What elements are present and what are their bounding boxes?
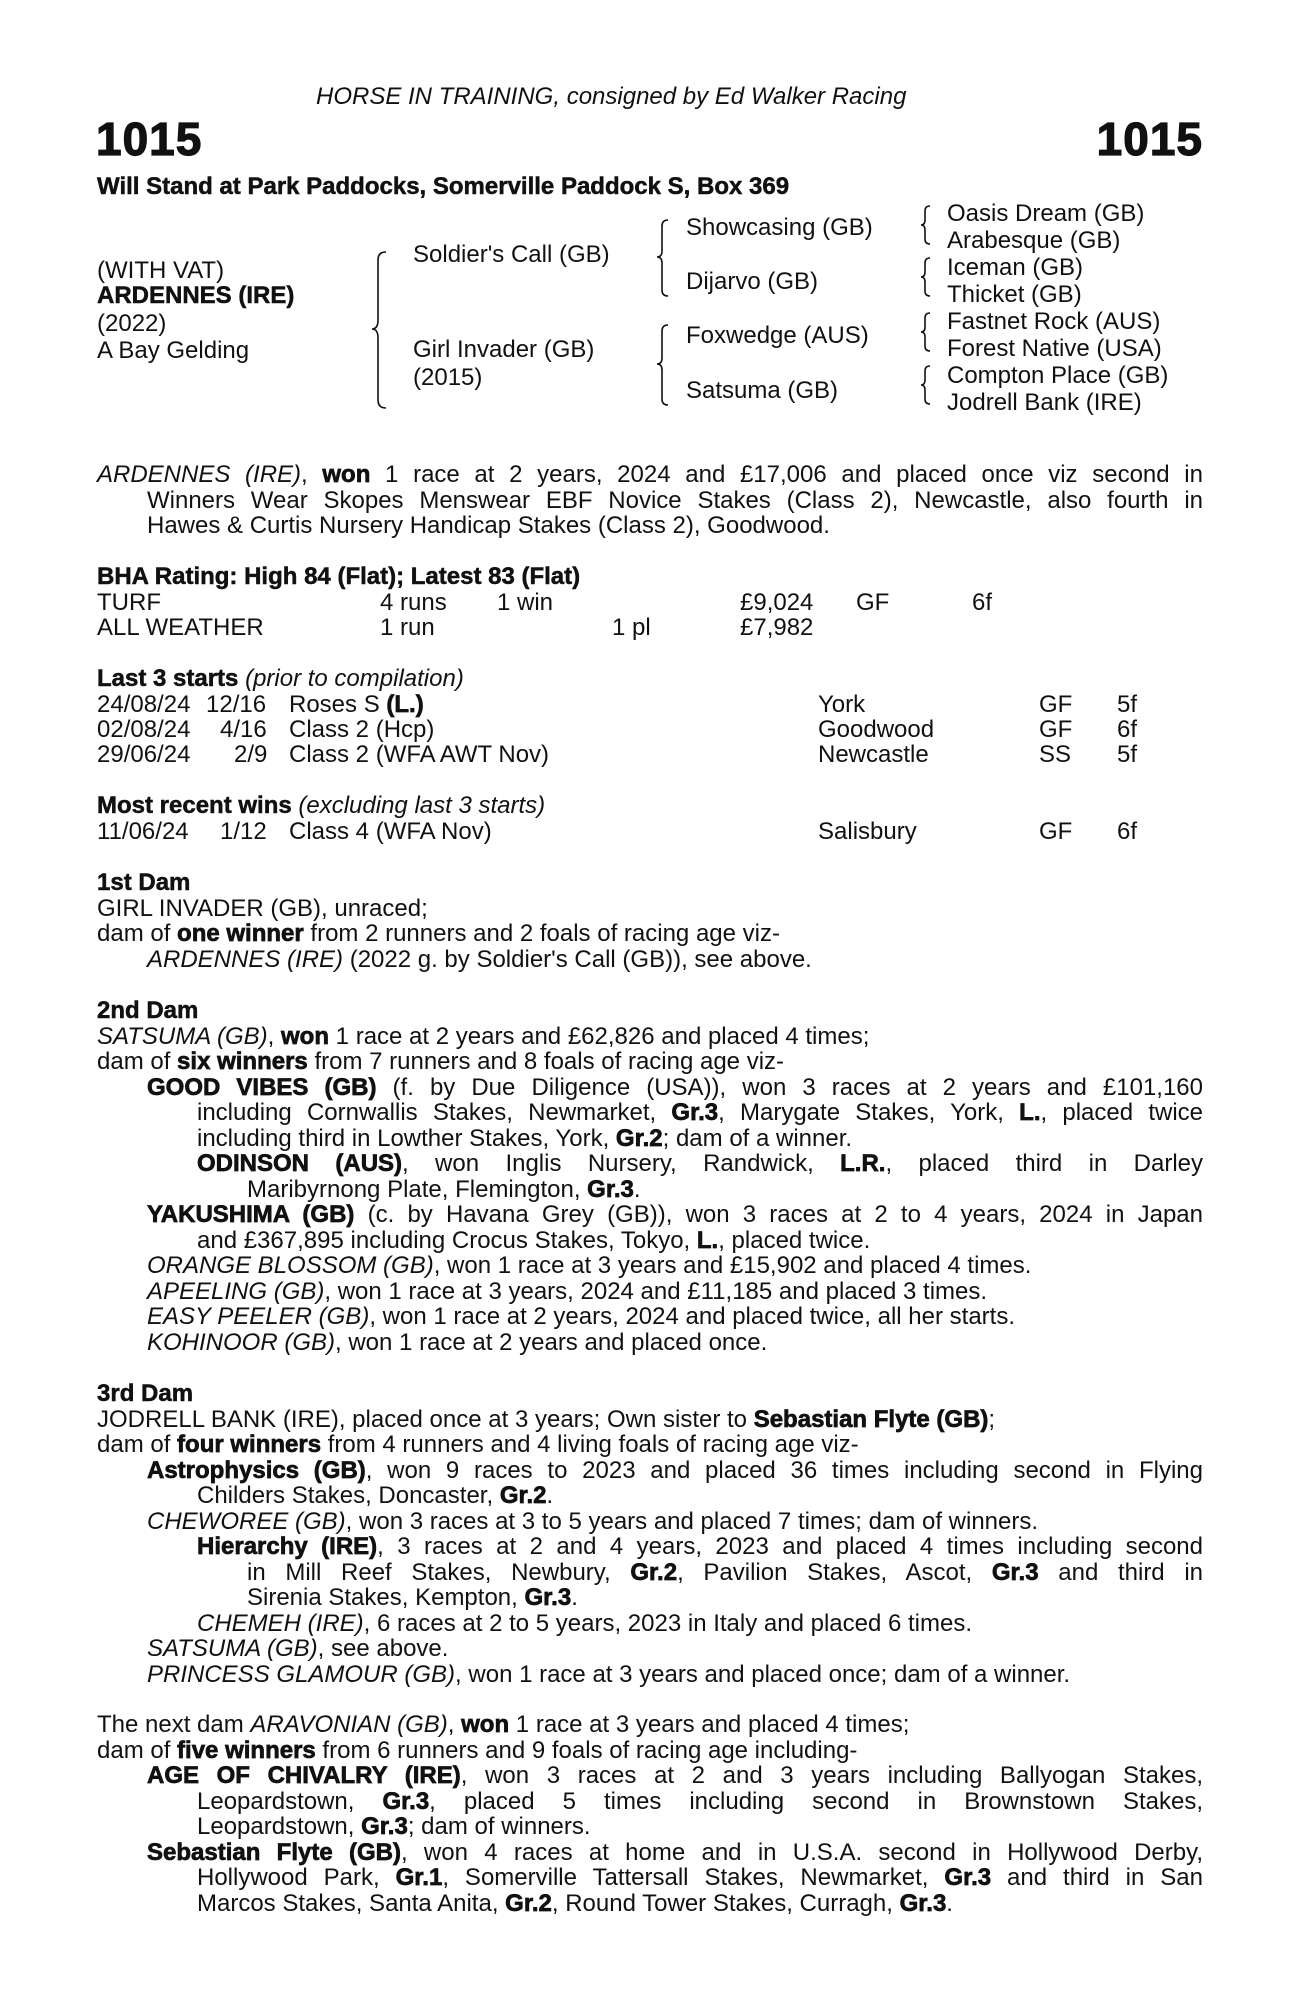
- progeny-age-of-chivalry-cont2: Leopardstown, Gr.3; dam of winners.: [197, 1813, 591, 1840]
- next-dam-line: The next dam ARAVONIAN (GB), won 1 race at 3 years and placed 4 times;: [97, 1711, 910, 1738]
- progeny-hierarchy: Hierarchy (IRE), 3 races at 2 and 4 years, 2023 and placed 4 times including second: [197, 1533, 1203, 1560]
- progeny-odinson: ODINSON (AUS), won Inglis Nursery, Randwick, L.R., placed third in Darley: [197, 1150, 1203, 1177]
- brace-sire: [656, 218, 670, 298]
- second-dam-line: SATSUMA (GB), won 1 race at 2 years and £62,826 and placed 4 times;: [97, 1022, 870, 1050]
- horse-description: A Bay Gelding: [97, 337, 250, 364]
- first-dam-heading: 1st Dam: [97, 869, 191, 896]
- horse-name: ARDENNES (IRE): [97, 282, 295, 309]
- start-course: York: [818, 691, 866, 718]
- last3-heading: Last 3 starts (prior to compilation): [97, 665, 464, 692]
- great-granddam-4: Jodrell Bank (IRE): [947, 389, 1142, 416]
- progeny-good-vibes-cont: including Cornwallis Stakes, Newmarket, Gr.3, Marygate Stakes, York, L., placed twice: [197, 1099, 1204, 1126]
- summary-horse: ARDENNES (IRE): [97, 461, 302, 488]
- vat-note: (WITH VAT): [97, 257, 225, 284]
- great-granddam-3: Forest Native (USA): [947, 335, 1162, 362]
- start-date: 02/08/24: [97, 716, 191, 743]
- start-position: 4/16: [220, 716, 267, 743]
- dam-year: (2015): [413, 364, 483, 391]
- win-course: Salisbury: [818, 818, 917, 845]
- third-dam-produce: dam of four winners from 4 runners and 4 living foals of racing age viz-: [97, 1431, 859, 1458]
- progeny-odinson-cont: Maribyrnong Plate, Flemington, Gr.3.: [247, 1175, 641, 1203]
- progeny-yakushima-cont: and £367,895 including Crocus Stakes, Tokyo, L., placed twice.: [197, 1226, 871, 1254]
- start-going: SS: [1039, 741, 1072, 768]
- progeny-princess-glamour: PRINCESS GLAMOUR (GB), won 1 race at 3 years and placed once; dam of a winner.: [147, 1660, 1071, 1688]
- win-going: GF: [1039, 818, 1073, 845]
- start-distance: 5f: [1117, 741, 1138, 768]
- start-date: 24/08/24: [97, 691, 191, 718]
- progeny-orange-blossom: ORANGE BLOSSOM (GB), won 1 race at 3 years and £15,902 and placed 4 times.: [147, 1252, 1032, 1279]
- bha-rating-heading: BHA Rating: High 84 (Flat); Latest 83 (Flat): [97, 563, 581, 590]
- progeny-satsuma: SATSUMA (GB), see above.: [147, 1635, 449, 1662]
- sire-sire: Showcasing (GB): [686, 214, 873, 241]
- dam-name: Girl Invader (GB): [413, 336, 595, 363]
- summary-line-3: Hawes & Curtis Nursery Handicap Stakes (Class 2), Goodwood.: [147, 512, 830, 539]
- great-grandsire-2: Iceman (GB): [947, 254, 1084, 281]
- progeny-apeeling: APEELING (GB), won 1 race at 3 years, 2024 and £11,185 and placed 3 times.: [147, 1277, 988, 1305]
- first-dam-section: [97, 870, 1203, 972]
- start-course: Newcastle: [818, 741, 929, 768]
- progeny-sebastian-flyte-cont2: Marcos Stakes, Santa Anita, Gr.2, Round Tower Stakes, Curragh, Gr.3.: [197, 1889, 953, 1917]
- great-grandsire-1: Oasis Dream (GB): [947, 200, 1145, 227]
- lot-number-left: 1015: [96, 113, 203, 165]
- start-distance: 6f: [1117, 716, 1138, 743]
- progeny-hierarchy-cont2: Sirenia Stakes, Kempton, Gr.3.: [247, 1584, 578, 1611]
- next-dam-section: [97, 1712, 1203, 1916]
- consignment-line: HORSE IN TRAINING, consigned by Ed Walker Racing: [316, 83, 907, 110]
- progeny-good-vibes: GOOD VIBES (GB) (f. by Due Diligence (USA)), won 3 races at 2 years and £101,160: [147, 1073, 1203, 1101]
- summary-won: won: [322, 461, 371, 488]
- start-position: 12/16: [206, 691, 267, 718]
- stand-location: Will Stand at Park Paddocks, Somerville Paddock S, Box 369: [97, 173, 790, 200]
- great-granddam-2: Thicket (GB): [947, 281, 1082, 308]
- progeny-astrophysics: Astrophysics (GB), won 9 races to 2023 and placed 36 times including second in Flying: [147, 1456, 1203, 1484]
- second-dam-heading: 2nd Dam: [97, 997, 199, 1024]
- brace-g1: [920, 204, 932, 246]
- start-race: Roses S (L.): [289, 691, 424, 718]
- progeny-hierarchy-cont: in Mill Reef Stakes, Newbury, Gr.2, Pavilion Stakes, Ascot, Gr.3 and third in: [247, 1558, 1204, 1586]
- first-dam-line: GIRL INVADER (GB), unraced;: [97, 894, 428, 922]
- recent-heading: Most recent wins (excluding last 3 starts): [97, 792, 546, 819]
- progeny-cheworee: CHEWOREE (GB), won 3 races at 3 to 5 years and placed 7 times; dam of winners.: [147, 1507, 1039, 1535]
- first-dam-produce: dam of one winner from 2 runners and 2 foals of racing age viz-: [97, 920, 780, 947]
- great-granddam-1: Arabesque (GB): [947, 227, 1121, 254]
- win-position: 1/12: [220, 818, 267, 845]
- second-dam-produce: dam of six winners from 7 runners and 8 foals of racing age viz-: [97, 1048, 785, 1075]
- start-going: GF: [1039, 716, 1073, 743]
- start-going: GF: [1039, 691, 1073, 718]
- progeny-astrophysics-cont: Childers Stakes, Doncaster, Gr.2.: [197, 1482, 554, 1509]
- lot-number-right: 1015: [1096, 113, 1203, 165]
- brace-g2: [920, 256, 932, 298]
- brace-g4: [920, 364, 932, 406]
- start-course: Goodwood: [818, 716, 935, 743]
- progeny-easy-peeler: EASY PEELER (GB), won 1 race at 2 years, 2024 and placed twice, all her starts.: [147, 1303, 1015, 1330]
- rating-runs: 4 runs: [380, 589, 447, 616]
- summary-line-2: Winners Wear Skopes Menswear EBF Novice Stakes (Class 2), Newcastle, also fourth in: [147, 486, 1203, 514]
- start-race: Class 2 (WFA AWT Nov): [289, 741, 550, 768]
- start-distance: 5f: [1117, 691, 1138, 718]
- rating-prize: £9,024: [740, 589, 814, 616]
- win-race: Class 4 (WFA Nov): [289, 818, 492, 845]
- win-distance: 6f: [1117, 818, 1138, 845]
- great-grandsire-4: Compton Place (GB): [947, 362, 1169, 389]
- rating-going: GF: [856, 589, 890, 616]
- sire-name: Soldier's Call (GB): [413, 241, 610, 268]
- rating-placed: 1 pl: [612, 614, 651, 641]
- rating-surface: TURF: [97, 589, 161, 616]
- sire-dam: Dijarvo (GB): [686, 268, 819, 295]
- win-date: 11/06/24: [97, 818, 189, 845]
- progeny-yakushima: YAKUSHIMA (GB) (c. by Havana Grey (GB)), won 3 races at 2 to 4 years, 2024 in Japan: [147, 1201, 1203, 1228]
- second-dam-section: [97, 998, 1203, 1355]
- progeny-chemeh: CHEMEH (IRE), 6 races at 2 to 5 years, 2023 in Italy and placed 6 times.: [197, 1609, 973, 1637]
- summary-line-1: 1 race at 2 years, 2024 and £17,006 and placed once viz second in: [370, 461, 1203, 488]
- first-dam-foal: ARDENNES (IRE) (2022 g. by Soldier's Call (GB)), see above.: [147, 945, 812, 973]
- progeny-age-of-chivalry: AGE OF CHIVALRY (IRE), won 3 races at 2 and 3 years including Ballyogan Stakes,: [147, 1762, 1204, 1789]
- rating-prize: £7,982: [740, 614, 814, 641]
- start-date: 29/06/24: [97, 741, 191, 768]
- third-dam-line: JODRELL BANK (IRE), placed once at 3 years; Own sister to Sebastian Flyte (GB);: [97, 1405, 996, 1433]
- rating-wins: 1 win: [497, 589, 554, 616]
- rating-distance: 6f: [972, 589, 993, 616]
- brace-parents: [370, 250, 390, 410]
- brace-dam: [656, 323, 670, 407]
- dam-sire: Foxwedge (AUS): [686, 322, 869, 349]
- great-grandsire-3: Fastnet Rock (AUS): [947, 308, 1161, 335]
- brace-g3: [920, 311, 932, 353]
- progeny-kohinoor: KOHINOOR (GB), won 1 race at 2 years and placed once.: [147, 1328, 768, 1356]
- third-dam-heading: 3rd Dam: [97, 1380, 194, 1407]
- race-summary: ARDENNES (IRE), won 1 race at 2 years, 2024 and £17,006 and placed once viz second in Winners Wear Skopes Menswear EBF Novice Stakes (Class 2), Newcastle, also fourth in Hawes & Curtis Nursery Handicap Stakes (Class 2), Goodwood.: [97, 461, 1203, 539]
- horse-year: (2022): [97, 310, 167, 337]
- start-race: Class 2 (Hcp): [289, 716, 435, 743]
- dam-dam: Satsuma (GB): [686, 377, 839, 404]
- progeny-age-of-chivalry-cont: Leopardstown, Gr.3, placed 5 times including second in Brownstown Stakes,: [197, 1787, 1203, 1815]
- rating-surface: ALL WEATHER: [97, 614, 264, 641]
- progeny-sebastian-flyte-cont: Hollywood Park, Gr.1, Somerville Tattersall Stakes, Newmarket, Gr.3 and third in San: [197, 1864, 1203, 1891]
- rating-runs: 1 run: [380, 614, 435, 641]
- third-dam-section: [97, 1381, 1203, 1687]
- start-position: 2/9: [234, 741, 268, 768]
- next-dam-produce: dam of five winners from 6 runners and 9 foals of racing age including-: [97, 1736, 858, 1764]
- progeny-good-vibes-cont2: including third in Lowther Stakes, York, Gr.2; dam of a winner.: [197, 1124, 853, 1152]
- progeny-sebastian-flyte: Sebastian Flyte (GB), won 4 races at home and in U.S.A. second in Hollywood Derby,: [147, 1838, 1203, 1866]
